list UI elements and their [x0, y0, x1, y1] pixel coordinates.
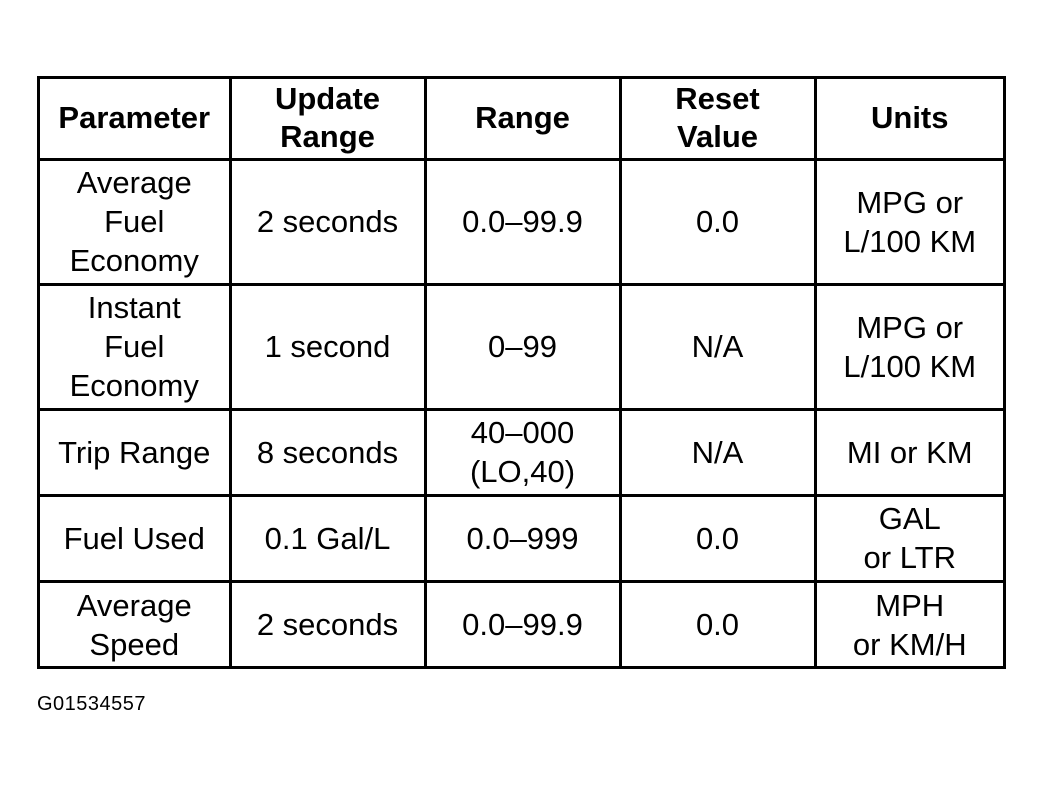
cell-range: 0.0–99.9 — [425, 581, 620, 667]
cell-range: 40–000 (LO,40) — [425, 409, 620, 495]
header-update-range: Update Range — [230, 79, 425, 159]
cell-reset-value: 0.0 — [620, 159, 815, 284]
cell-update-range: 2 seconds — [230, 581, 425, 667]
figure-id: G01534557 — [37, 693, 147, 715]
table-row — [40, 284, 1003, 409]
cell-update-range: 0.1 Gal/L — [230, 495, 425, 581]
cell-range: 0.0–999 — [425, 495, 620, 581]
cell-reset-value: 0.0 — [620, 495, 815, 581]
cell-parameter: Average Speed — [40, 581, 230, 667]
cell-range: 0.0–99.9 — [425, 159, 620, 284]
cell-range: 0–99 — [425, 284, 620, 409]
header-reset-value: Reset Value — [620, 79, 815, 159]
cell-units: MPH or KM/H — [815, 581, 1003, 667]
table-row — [40, 159, 1003, 284]
header-units: Units — [815, 79, 1003, 159]
cell-parameter: Fuel Used — [40, 495, 230, 581]
cell-units: MI or KM — [815, 409, 1003, 495]
spec-table-frame — [37, 76, 1006, 669]
cell-reset-value: N/A — [620, 409, 815, 495]
spec-table — [40, 79, 1003, 667]
header-range: Range — [425, 79, 620, 159]
header-parameter: Parameter — [40, 79, 230, 159]
cell-parameter: Average Fuel Economy — [40, 159, 230, 284]
cell-units: MPG or L/100 KM — [815, 159, 1003, 284]
cell-units: MPG or L/100 KM — [815, 284, 1003, 409]
table-header-row — [40, 79, 1003, 159]
cell-units: GAL or LTR — [815, 495, 1003, 581]
cell-update-range: 1 second — [230, 284, 425, 409]
cell-update-range: 8 seconds — [230, 409, 425, 495]
table-row — [40, 495, 1003, 581]
cell-reset-value: N/A — [620, 284, 815, 409]
cell-parameter: Instant Fuel Economy — [40, 284, 230, 409]
table-row — [40, 581, 1003, 667]
cell-update-range: 2 seconds — [230, 159, 425, 284]
table-row — [40, 409, 1003, 495]
cell-parameter: Trip Range — [40, 409, 230, 495]
cell-reset-value: 0.0 — [620, 581, 815, 667]
